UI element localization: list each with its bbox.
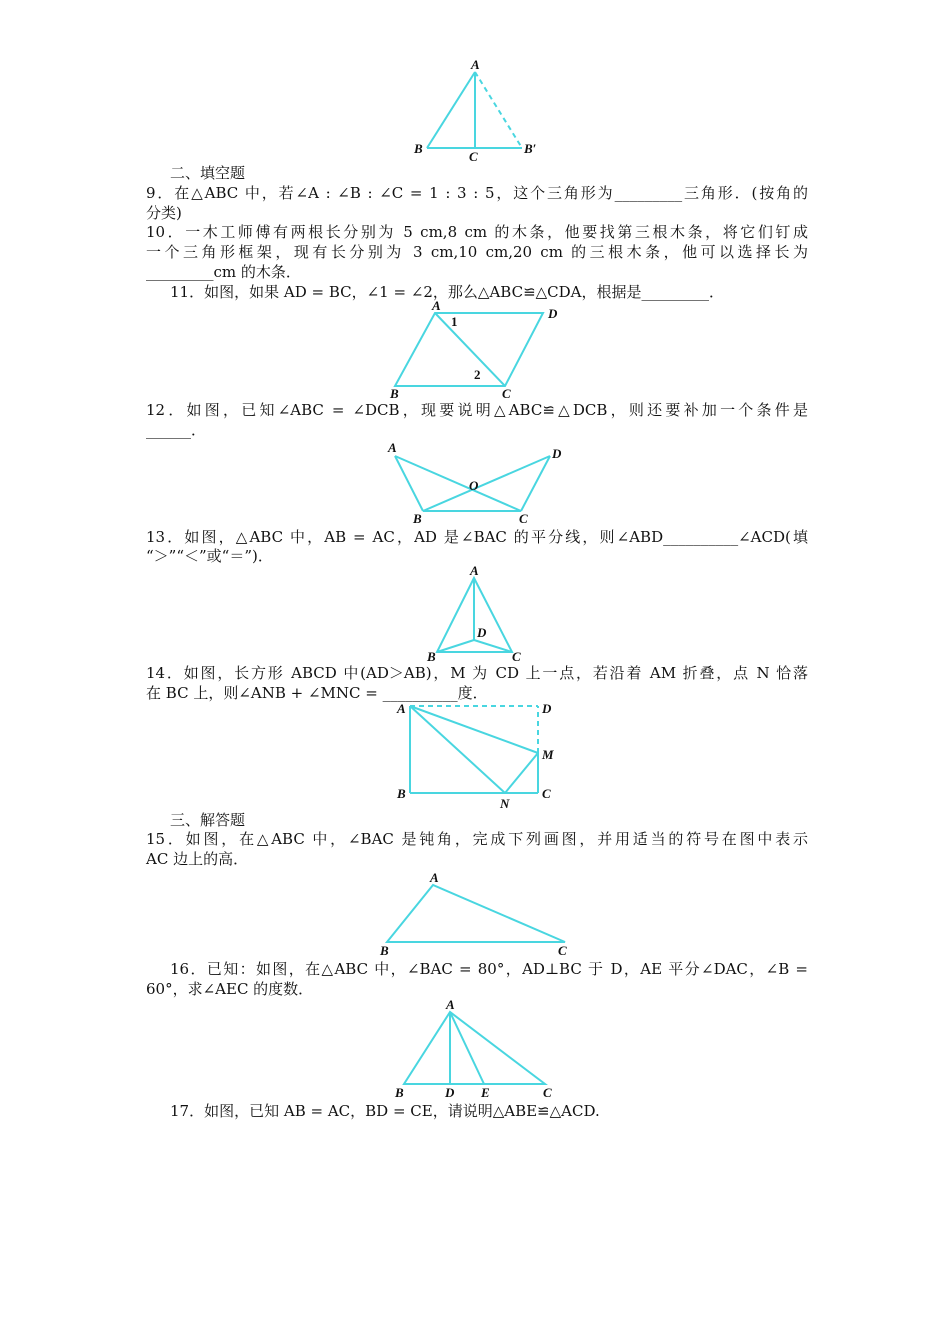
label-angle-1: 1: [451, 314, 458, 329]
question-12-line1: 12．如图，已知∠ABC = ∠DCB，现要说明△ABC≌△DCB，则还要补加一个条件是: [146, 401, 808, 419]
label-C: C: [512, 649, 521, 664]
label-D: D: [548, 306, 558, 321]
question-10-line3: _________cm 的木条．: [146, 263, 301, 281]
label-D: D: [542, 701, 552, 716]
question-16-line2: 60°，求∠AEC 的度数．: [146, 980, 314, 998]
label-N: N: [500, 796, 510, 811]
label-A: A: [471, 57, 480, 72]
question-10-line2: 一个三角形框架，现有长分别为 3 cm,10 cm,20 cm 的三根木条，他可以选择长为: [146, 243, 808, 261]
label-angle-2: 2: [474, 367, 481, 382]
label-Bprime: B′: [524, 141, 537, 156]
question-13-line1: 13．如图，△ABC 中，AB = AC，AD 是∠BAC 的平分线，则∠ABD__________∠ACD(填: [146, 528, 808, 546]
label-A: A: [432, 298, 441, 313]
label-D: D: [477, 625, 487, 640]
label-A: A: [430, 870, 439, 885]
question-14-line1: 14．如图，长方形 ABCD 中(AD＞AB)，M 为 CD 上一点，若沿着 AM 折叠，点 N 恰落: [146, 664, 808, 682]
question-17: 17．如图，已知 AB = AC，BD = CE，请说明△ABE≌△ACD.: [170, 1102, 600, 1120]
label-O: O: [469, 478, 479, 493]
label-C: C: [519, 511, 528, 526]
label-C: C: [502, 386, 511, 401]
label-M: M: [542, 747, 554, 762]
label-B: B: [397, 786, 406, 801]
question-9-line1: 9．在△ABC 中，若∠A : ∠B : ∠C = 1 : 3 : 5，这个三角形为_________三角形．(按角的: [146, 184, 808, 202]
label-B: B: [395, 1085, 404, 1100]
label-C: C: [543, 1085, 552, 1100]
section-answer: 三、解答题: [170, 811, 246, 829]
label-A: A: [446, 997, 455, 1012]
label-A: A: [470, 563, 479, 578]
label-B: B: [414, 141, 423, 156]
question-10-line1: 10．一木工师傅有两根长分别为 5 cm,8 cm 的木条，他要找第三根木条，将它们钉成: [146, 223, 808, 241]
question-11: 11．如图，如果 AD = BC，∠1 = ∠2，那么△ABC≌△CDA，根据是_________．: [170, 283, 725, 301]
label-B: B: [380, 943, 389, 958]
label-D: D: [445, 1085, 455, 1100]
question-12-line2: ______．: [146, 421, 207, 439]
label-B: B: [427, 649, 436, 664]
label-A: A: [397, 701, 406, 716]
section-fill-blank: 二、填空题: [170, 164, 246, 182]
label-B: B: [390, 386, 399, 401]
question-9-line2: 分类): [146, 204, 182, 222]
question-16-line1: 16．已知：如图，在△ABC 中，∠BAC = 80°，AD⊥BC 于 D，AE 平分∠DAC，∠B =: [170, 960, 808, 978]
question-14-line2: 在 BC 上，则∠ANB + ∠MNC = __________度．: [146, 684, 488, 702]
question-13-line2: “＞”“＜”或“＝”)．: [146, 547, 273, 565]
question-15-line2: AC 边上的高．: [146, 850, 249, 868]
label-C: C: [558, 943, 567, 958]
label-C: C: [542, 786, 551, 801]
label-D: D: [552, 446, 562, 461]
label-A: A: [388, 440, 397, 455]
label-B: B: [413, 511, 422, 526]
label-E: E: [481, 1085, 490, 1100]
label-C: C: [469, 149, 478, 164]
question-15-line1: 15．如图，在△ABC 中，∠BAC 是钝角，完成下列画图，并用适当的符号在图中表示: [146, 830, 808, 848]
